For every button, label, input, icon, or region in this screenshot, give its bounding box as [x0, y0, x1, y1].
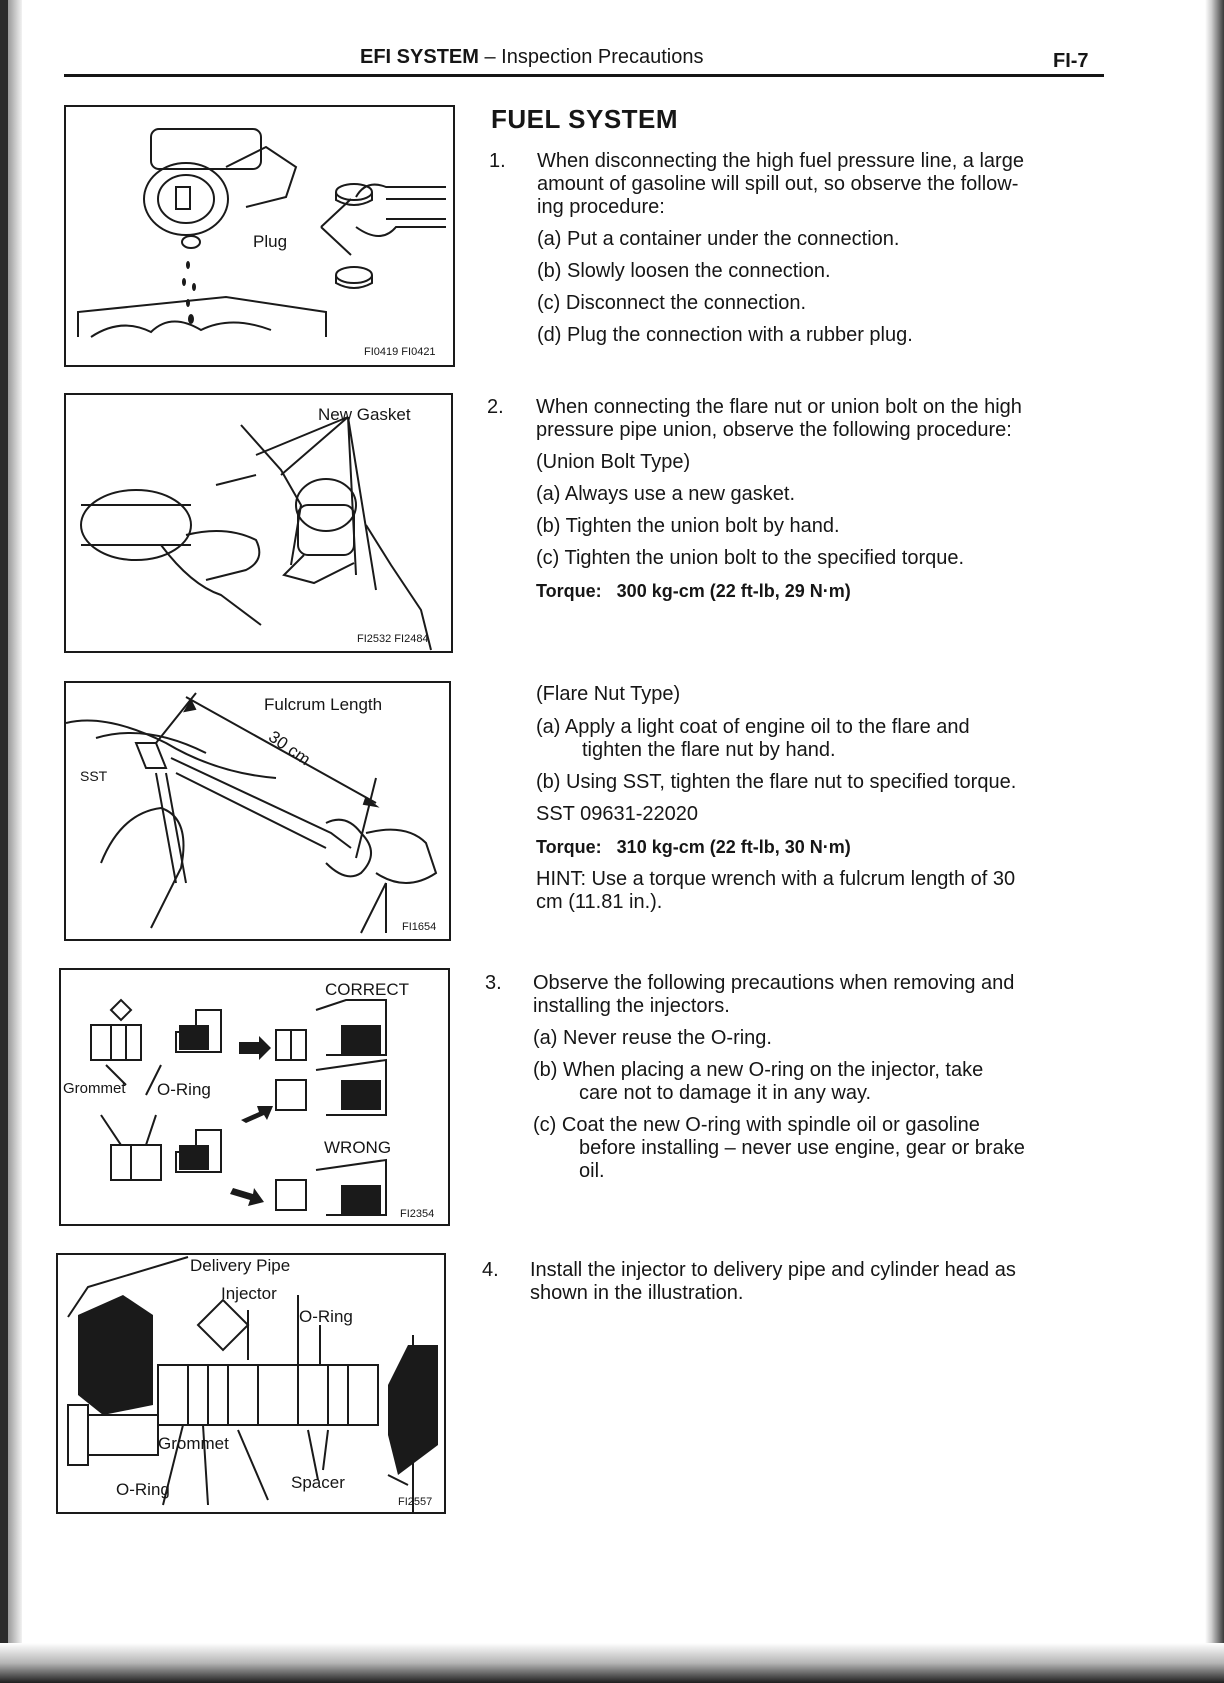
step-continuation: oil.: [579, 1160, 605, 1182]
torque-spec: [536, 836, 851, 859]
hint-line: HINT: Use a torque wrench with a fulcrum length of 30: [536, 868, 1016, 890]
label-grommet: Grommet: [63, 1080, 126, 1097]
torque-spec: [536, 580, 851, 603]
item-text-line: Observe the following precautions when removing and: [533, 972, 1015, 994]
torque-label: Torque:: [536, 837, 602, 857]
sst-number: SST 09631-22020: [536, 803, 698, 825]
figure-fuel-line-plug: [64, 105, 455, 367]
page-edge-left: [0, 0, 8, 1683]
type-heading: (Flare Nut Type): [536, 683, 681, 705]
figure-code: FI2557: [398, 1496, 433, 1508]
label-fulcrum-length: Fulcrum Length: [264, 695, 383, 714]
step-continuation: before installing – never use engine, gear or brake: [579, 1137, 1025, 1159]
item-text-line: Install the injector to delivery pipe and cylinder head as: [530, 1259, 1016, 1281]
step-continuation: tighten the flare nut by hand.: [582, 739, 836, 761]
label-oring-bottom: O-Ring: [116, 1480, 170, 1499]
union-bolt-illustration: [66, 395, 451, 651]
step: (b) Slowly loosen the connection.: [537, 260, 831, 282]
step: (d) Plug the connection with a rubber plug.: [537, 324, 913, 346]
page-edge-right: [1182, 0, 1224, 1683]
label-grommet: Grommet: [158, 1434, 229, 1453]
injector-oring-illustration: [61, 970, 448, 1224]
figure-injector-oring: [59, 968, 450, 1226]
label-delivery-pipe: Delivery Pipe: [190, 1256, 291, 1275]
header-subtitle: – Inspection Precautions: [478, 46, 704, 68]
step: (c) Disconnect the connection.: [537, 292, 807, 314]
item-text-line: installing the injectors.: [533, 995, 730, 1017]
label-oring-top: O-Ring: [299, 1307, 353, 1326]
figure-torque-wrench: [64, 681, 451, 941]
figure-injector-install: [56, 1253, 446, 1514]
item-text-line: ing procedure:: [537, 196, 665, 218]
torque-value: 310 kg-cm (22 ft-lb, 30 N·m): [616, 837, 851, 857]
running-header: [360, 46, 704, 69]
item-number: 2.: [487, 396, 504, 418]
torque-wrench-illustration: [66, 683, 449, 939]
label-new-gasket: New Gasket: [318, 405, 411, 424]
figure-union-bolt: [64, 393, 453, 653]
step: (b) When placing a new O-ring on the injector, take: [533, 1059, 984, 1081]
step-continuation: care not to damage it in any way.: [579, 1082, 872, 1104]
page-edge-bottom: [0, 1643, 1224, 1683]
header-section: EFI SYSTEM: [360, 46, 479, 68]
type-heading: (Union Bolt Type): [536, 451, 691, 473]
step: (c) Tighten the union bolt to the specified torque.: [536, 547, 965, 569]
item-number: 3.: [485, 972, 502, 994]
item-text-line: shown in the illustration.: [530, 1282, 744, 1304]
label-oring: O-Ring: [157, 1080, 211, 1099]
step: (a) Put a container under the connection.: [537, 228, 900, 250]
header-rule: [64, 74, 1104, 77]
step: (a) Always use a new gasket.: [536, 483, 796, 505]
label-plug: Plug: [253, 232, 288, 251]
page-number: FI-7: [1053, 50, 1089, 72]
item-text-line: When connecting the flare nut or union bolt on the high: [536, 396, 1022, 418]
item-text-line: When disconnecting the high fuel pressure line, a large: [537, 150, 1024, 172]
page-edge-shadow: [8, 0, 22, 1683]
item-number: 4.: [482, 1259, 499, 1281]
figure-code: FI1654: [402, 921, 437, 933]
figure-code: FI0419 FI0421: [364, 346, 436, 358]
label-injector: Injector: [221, 1284, 277, 1303]
torque-label: Torque:: [536, 581, 602, 601]
label-sst: SST: [80, 768, 108, 784]
step: (a) Never reuse the O-ring.: [533, 1027, 772, 1049]
section-title: FUEL SYSTEM: [491, 104, 679, 134]
step: (b) Tighten the union bolt by hand.: [536, 515, 840, 537]
hint-line: cm (11.81 in.).: [536, 891, 663, 913]
item-text-line: pressure pipe union, observe the following procedure:: [536, 419, 1012, 441]
label-correct: CORRECT: [325, 980, 410, 999]
label-spacer: Spacer: [291, 1473, 345, 1492]
item-text-line: amount of gasoline will spill out, so observe the follow-: [537, 173, 1019, 195]
step: (a) Apply a light coat of engine oil to the flare and: [536, 716, 970, 738]
torque-value: 300 kg-cm (22 ft-lb, 29 N·m): [616, 581, 851, 601]
step: (c) Coat the new O-ring with spindle oil or gasoline: [533, 1114, 980, 1136]
label-wrong: WRONG: [324, 1138, 392, 1157]
item-number: 1.: [489, 150, 506, 172]
label-length: 30 cm: [265, 727, 314, 770]
step: (b) Using SST, tighten the flare nut to specified torque.: [536, 771, 1017, 793]
figure-code: FI2354: [400, 1208, 435, 1220]
figure-code: FI2532 FI2484: [357, 633, 429, 645]
